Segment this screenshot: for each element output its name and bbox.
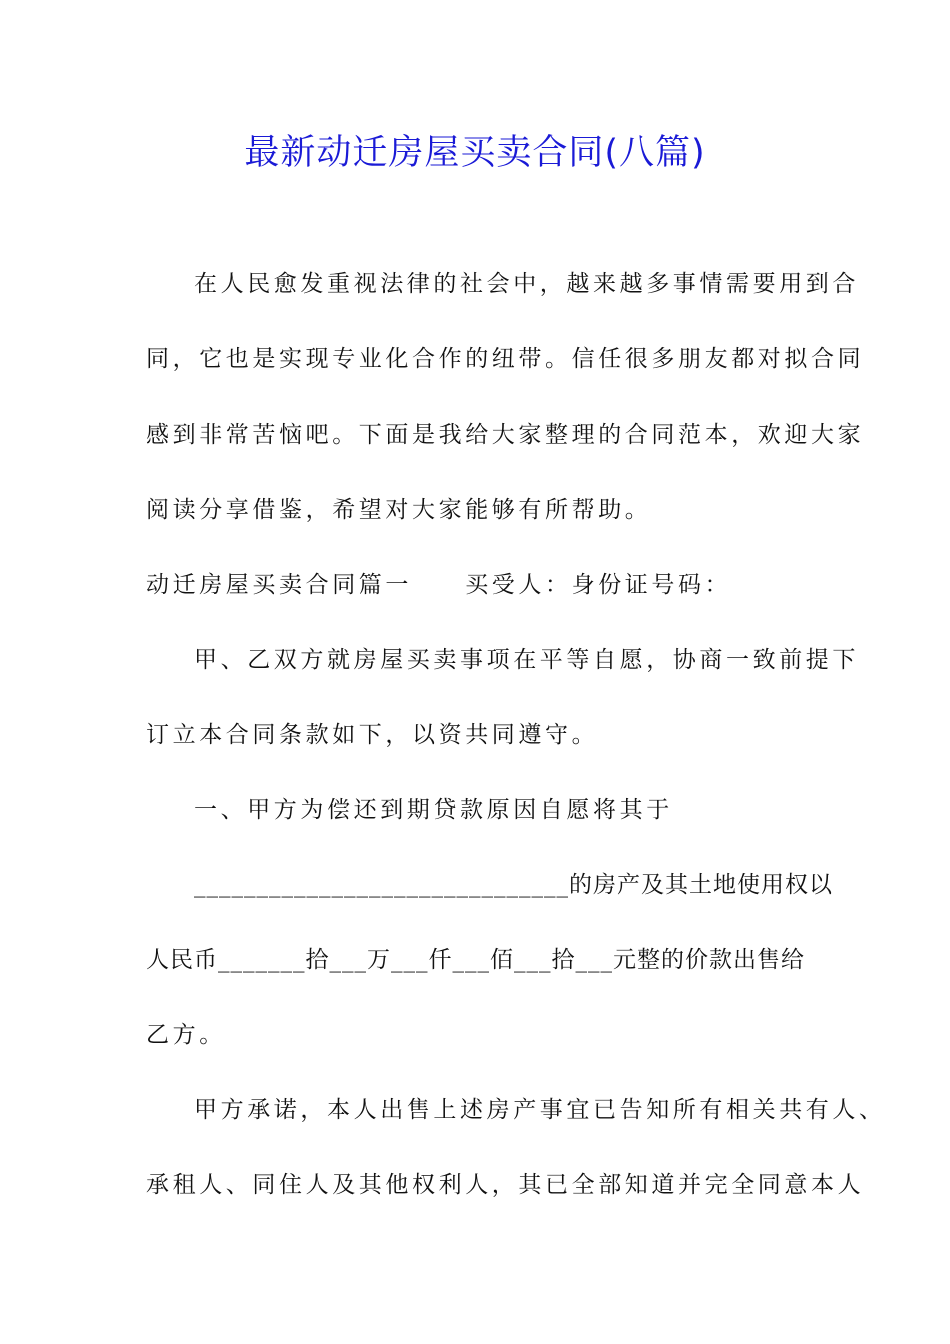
body-line: 感到非常苦恼吧。下面是我给大家整理的合同范本，欢迎大家 xyxy=(146,422,865,448)
section-heading: 动迁房屋买卖合同篇一 买受人：身份证号码： xyxy=(146,572,732,598)
body-line: 同，它也是实现专业化合作的纽带。信任很多朋友都对拟合同 xyxy=(146,346,865,372)
document-title: 最新动迁房屋买卖合同(八篇) xyxy=(244,133,706,173)
body-line: 订立本合同条款如下，以资共同遵守。 xyxy=(146,722,599,748)
body-line: 甲、乙双方就房屋买卖事项在平等自愿，协商一致前提下 xyxy=(194,647,859,673)
body-line: 在人民愈发重视法律的社会中，越来越多事情需要用到合 xyxy=(194,271,859,297)
body-line: 阅读分享借鉴，希望对大家能够有所帮助。 xyxy=(146,497,652,523)
body-line: 甲方承诺，本人出售上述房产事宜已告知所有相关共有人、 xyxy=(194,1097,886,1123)
blank-fill-line: 人民币_______拾___万___仟___佰___拾___元整的价款出售给 xyxy=(146,947,805,973)
clause-line: 一、甲方为偿还到期贷款原因自愿将其于 xyxy=(194,797,673,823)
body-line: 乙方。 xyxy=(146,1022,226,1048)
blank-fill-line: ______________________________的房产及其土地使用权以 xyxy=(194,872,833,898)
body-line: 承租人、同住人及其他权利人，其已全部知道并完全同意本人 xyxy=(146,1172,865,1198)
